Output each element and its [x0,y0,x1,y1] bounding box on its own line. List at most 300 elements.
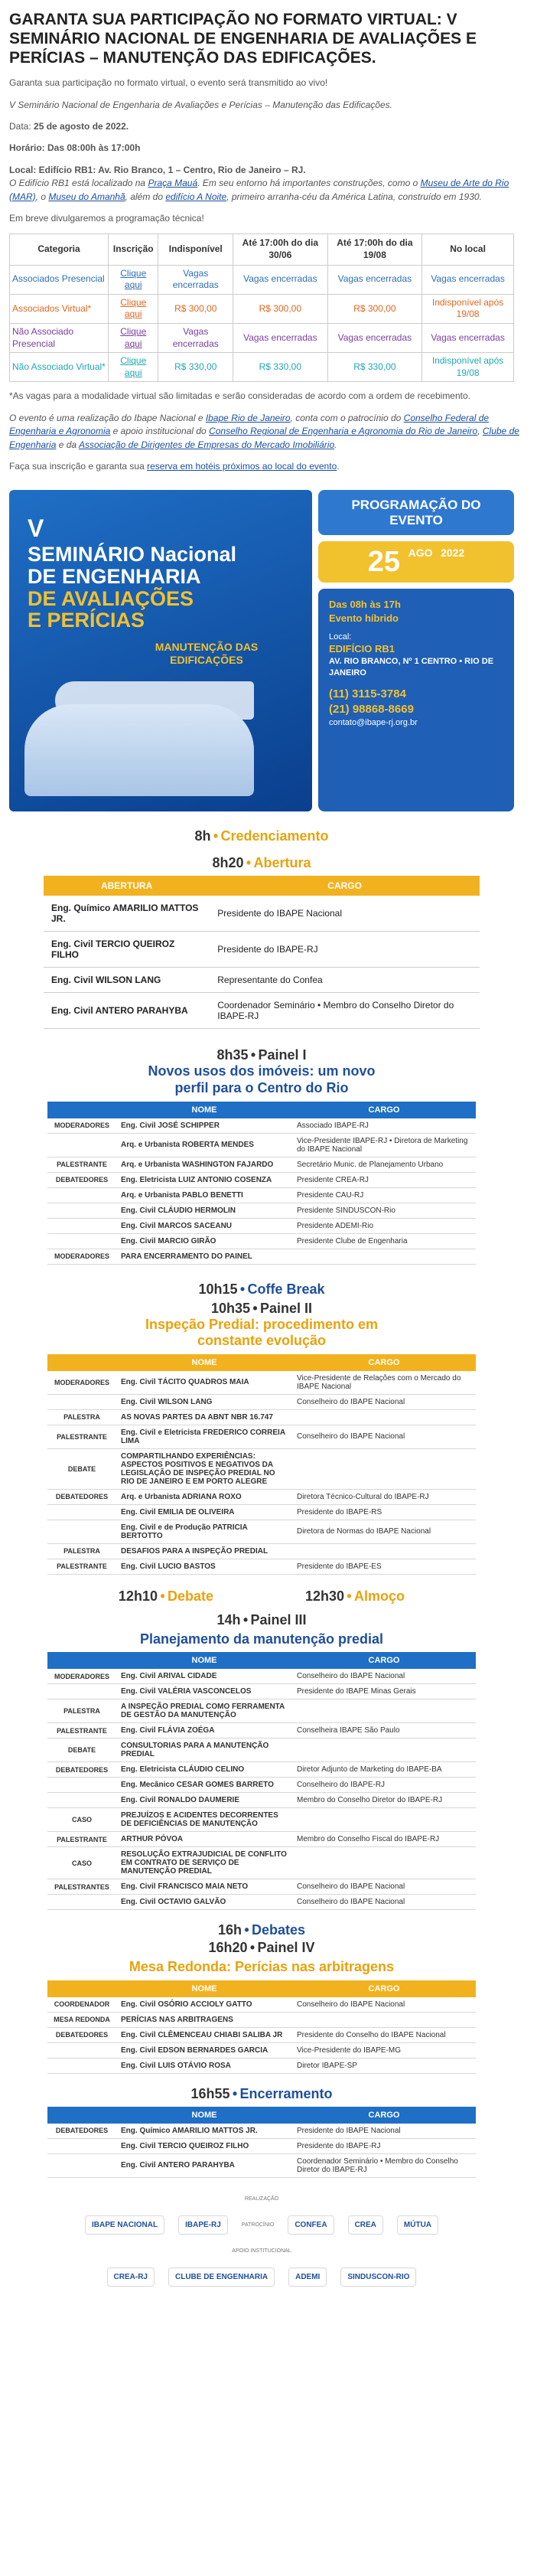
price-cell: Vagas encerradas [327,265,422,294]
program-role: PALESTRA [47,1543,116,1559]
program-role [47,1793,116,1808]
realizacao-text [9,412,528,452]
speaker-name: Eng. Civil EDSON BERNARDES GARCIA [116,2042,292,2058]
program-row [47,2138,476,2153]
col-header: ABERTURA [44,876,210,896]
col-header: Indisponível [158,234,233,265]
speaker-role: Conselheiro do IBAPE-RJ [292,1778,476,1793]
speaker-role: Presidente CAU-RJ [292,1187,476,1203]
speaker-role: Presidente do IBAPE Nacional [210,896,480,932]
session-time: 8h35 [216,1047,249,1063]
col-header: CARGO [292,2107,476,2124]
program-header-row [47,1354,476,1371]
poster-title [28,544,294,631]
session-time: 16h55 [190,2085,230,2101]
category-cell: Não Associado Virtual* [10,353,109,382]
program-role [47,1218,116,1233]
speaker-name: DESAFIOS PARA A INSPEÇÃO PREDIAL [116,1543,292,1559]
encerramento-table [47,2107,476,2178]
price-cell: Indisponível após 19/08 [422,353,514,382]
abertura-row [44,896,480,932]
realizacao-part: , [477,426,483,437]
speaker-role: Conselheiro do IBAPE Nacional [292,1394,476,1409]
date-value: 25 de agosto de 2022. [34,121,129,132]
program-row [47,1448,476,1489]
program-row [47,1425,476,1448]
program-role [47,2042,116,2058]
speaker-role: Vice-Presidente de Relações com o Mercado do IBAPE Nacional [292,1371,476,1395]
crea-link[interactable]: Conselho Regional de Engenharia e Agronomia do Rio de Janeiro [209,426,478,437]
session-painel-1: 8h35 • Painel I [216,1047,307,1063]
program-role: MODERADORES [47,1371,116,1395]
poster-local-label: Local: [329,632,352,642]
col-header: NOME [116,1354,292,1371]
program-header-row [47,2107,476,2124]
speaker-role: Conselheiro do IBAPE Nacional [292,1879,476,1895]
poster-title-line: DE AVALIAÇÕES [28,586,194,610]
speaker-name: Eng. Mecânico CESAR GOMES BARRETO [116,1778,292,1793]
program-role: MODERADORES [47,1249,116,1264]
session-painel-4: 16h20 • Painel IV [208,1940,315,1956]
museu-amanha-link[interactable]: Museu do Amanhã [48,191,125,202]
program-row [47,1233,476,1249]
poster-phone: (21) 98868-8669 [329,702,414,716]
program-role [47,1133,116,1157]
program-role [47,2058,116,2073]
program-role [47,1187,116,1203]
speaker-name: ARTHUR PÓVOA [116,1832,292,1847]
program-row [47,1762,476,1778]
speaker-role [292,1409,476,1425]
speaker-role: Presidente CREA-RJ [292,1172,476,1187]
event-name: V Seminário Nacional de Engenharia de Avaliações e Perícias – Manutenção das Edificações. [9,99,392,110]
event-date-badge [318,541,514,583]
poster-address: AV. RIO BRANCO, Nº 1 CENTRO • RIO DE JANEIRO [329,656,494,677]
session-coffee: 10h15 • Coffe Break [198,1281,325,1297]
edition-number: V [28,514,44,543]
program-row [47,1997,476,2013]
speaker-role: Secretário Munic. de Planejamento Urbano [292,1157,476,1172]
session-time: 12h30 [305,1588,345,1604]
program-role [47,1203,116,1218]
program-row [47,1172,476,1187]
col-header: NOME [116,1652,292,1669]
session-time: 10h35 [210,1300,250,1316]
building-illustration-icon [24,704,254,796]
speaker-role [292,1249,476,1264]
register-link[interactable]: Clique aqui [120,325,147,349]
local-desc-text: . Em seu entorno há importantes construções, como o [197,178,421,189]
cta-text [9,460,528,473]
pricing-row [10,323,514,352]
speaker-name: Eng. Civil FLÁVIA ZOÉGA [116,1723,292,1739]
program-row [47,1879,476,1895]
session-time: 16h [217,1922,242,1938]
speaker-name: Eng. Civil LUCIO BASTOS [116,1559,292,1574]
program-role [47,1520,116,1543]
program-role: MODERADORES [47,1669,116,1684]
session-name: Painel I [258,1047,307,1063]
cta-part: . [337,460,340,472]
speaker-name: PARA ENCERRAMENTO DO PAINEL [116,1249,292,1264]
col-header: Inscrição [109,234,158,265]
speaker-name: Arq. e Urbanista PABLO BENETTI [116,1187,292,1203]
session-time: 8h [194,828,211,844]
speaker-role: Representante do Confea [210,968,480,993]
speaker-name: Eng. Civil WILSON LANG [116,1394,292,1409]
program-row [47,1699,476,1723]
program-role [47,1504,116,1520]
session-encerramento: 16h55 • Encerramento [190,2085,333,2101]
program-role [47,1684,116,1699]
program-row [47,1723,476,1739]
price-cell: Vagas encerradas [233,323,328,352]
program-row [47,1394,476,1409]
clube-engenharia-logo: CLUBE DE ENGENHARIA [168,2267,275,2287]
painel-3-table [47,1652,476,1910]
register-link[interactable]: Clique aqui [120,355,147,378]
painel-3-title: Planejamento da manutenção predial [139,1631,384,1647]
pricing-table [9,233,514,382]
speaker-role [292,1699,476,1723]
program-role [47,1895,116,1910]
program-role: DEBATEDORES [47,2124,116,2139]
speaker-name: Eng. Civil RONALDO DAUMERIE [116,1793,292,1808]
praca-maua-link[interactable]: Praça Mauá [148,178,198,189]
price-cell: Vagas encerradas [233,265,328,294]
col-header: NOME [116,1102,292,1118]
speaker-role: Conselheiro do IBAPE Nacional [292,1425,476,1448]
session-name: Credenciamento [220,828,329,844]
speaker-role: Membro do Conselho Fiscal do IBAPE-RJ [292,1832,476,1847]
session-time: 12h10 [118,1588,158,1604]
session-abertura: 8h20 • Abertura [212,855,311,871]
program-row [47,1187,476,1203]
col-header: Até 17:00h do dia 30/06 [233,234,328,265]
speaker-role: Conselheira IBAPE São Paulo [292,1723,476,1739]
speaker-role [292,1847,476,1879]
event-poster [9,490,514,2287]
session-name: Coffe Break [247,1281,325,1297]
speaker-name: Eng. Civil LUIS OTÁVIO ROSA [116,2058,292,2073]
program-role: PALESTRANTE [47,1559,116,1574]
poster-email: contato@ibape-rj.org.br [329,718,418,728]
session-time: 10h15 [198,1281,238,1297]
poster-phone: (11) 3115-3784 [329,687,406,700]
event-time: Horário: Das 08:00h às 17:00h [9,142,141,154]
program-row [47,1684,476,1699]
ademi-link[interactable]: Associação de Dirigentes de Empresas do Mercado Imobiliário [78,439,335,450]
speaker-role: Presidente do Conselho do IBAPE Nacional [292,2027,476,2042]
speaker-role: Presidente do IBAPE-RJ [210,932,480,968]
price-cell: Indisponível após 19/08 [422,294,514,323]
virtual-note: *As vagas para a modalidade virtual são limitadas e serão consideradas de acordo com a ordem de recebimento. [9,390,470,402]
cta-part: Faça sua inscrição e garanta sua [9,460,148,472]
program-row [47,2124,476,2139]
program-row [47,1808,476,1832]
pricing-row [10,294,514,323]
program-row [47,1739,476,1762]
program-role: PALESTRANTE [47,1425,116,1448]
coming-soon-text: Em breve divulgaremos a programação técnica! [9,213,204,224]
speaker-role: Coordenador Seminário • Membro do Conselho Diretor do IBAPE-RJ [210,993,480,1029]
session-name: Abertura [253,855,311,871]
speaker-name: A INSPEÇÃO PREDIAL COMO FERRAMENTA DE GESTÃO DA MANUTENÇÃO [116,1699,292,1723]
painel-2-title: Inspeção Predial: procedimento em constante evolução [145,1316,379,1349]
program-row [47,2058,476,2073]
ibape-rj-logo: IBAPE-RJ [178,2215,228,2235]
program-role: MODERADORES [47,1118,116,1134]
session-time: 8h20 [212,855,244,871]
register-link[interactable]: Clique aqui [120,296,147,320]
program-row [47,1543,476,1559]
speaker-name: Arq. e Urbanista WASHINGTON FAJARDO [116,1157,292,1172]
price-cell: Vagas encerradas [422,265,514,294]
mutua-logo: MÚTUA [397,2215,438,2235]
program-row [47,1371,476,1395]
col-header: NOME [116,1980,292,1997]
program-header-row [47,1652,476,1669]
intro-text: Garanta sua participação no formato virtual, o evento será transmitido ao vivo! [9,77,328,89]
logos-caption: REALIZAÇÃO [244,2196,279,2202]
price-cell: R$ 330,00 [158,353,233,382]
session-time: 14h [216,1611,241,1628]
program-header-row [47,1980,476,1997]
speaker-role [292,1808,476,1832]
date-month: AGO [408,547,433,560]
painel-1-title: Novos usos dos imóveis: um novo perfil para o Centro do Rio [148,1063,376,1095]
event-info-box [318,589,514,811]
program-row [47,1832,476,1847]
program-row [47,1218,476,1233]
speaker-name: Eng. Civil TERCIO QUEIROZ FILHO [116,2138,292,2153]
speaker-role: Associado IBAPE-RJ [292,1118,476,1134]
museu-arte-link[interactable]: Museu de Arte do Rio (MAR) [9,178,509,202]
speaker-name: CONSULTORIAS PARA A MANUTENÇÃO PREDIAL [116,1739,292,1762]
sinduscon-logo: SINDUSCON-RIO [340,2267,416,2287]
program-role: PALESTRA [47,1409,116,1425]
program-role: PALESTRANTE [47,1832,116,1847]
session-name: Encerramento [239,2085,333,2101]
program-row [47,2012,476,2027]
speaker-name: Eng. Civil WILSON LANG [44,968,210,993]
pricing-header-row [10,234,514,265]
speaker-role: Presidente do IBAPE Nacional [292,2124,476,2139]
date-day: 25 [367,546,401,579]
speaker-name: Eng. Civil CLÊMENCEAU CHIABI SALIBA JR [116,2027,292,2042]
poster-format: Evento híbrido [329,612,399,624]
speaker-role: Presidente do IBAPE Minas Gerais [292,1684,476,1699]
price-cell: Vagas encerradas [422,323,514,352]
clube-link[interactable]: Clube de Engenharia [9,426,519,450]
realizacao-part: . [334,439,337,450]
speaker-name: Eng. Civil EMILIA DE OLIVEIRA [116,1504,292,1520]
speaker-name: Eng. Civil ARIVAL CIDADE [116,1669,292,1684]
program-role: MESA REDONDA [47,2012,116,2027]
speaker-role [292,1739,476,1762]
painel-2-table [47,1354,476,1575]
speaker-name: Eng. Civil FRANCISCO MAIA NETO [116,1879,292,1895]
program-row [47,1133,476,1157]
program-role: DEBATE [47,1448,116,1489]
speaker-name: Eng. Civil e de Produção PATRICIA BERTOTTO [116,1520,292,1543]
speaker-name: Eng. Civil JOSÉ SCHIPPER [116,1118,292,1134]
program-role [47,1394,116,1409]
program-row [47,1520,476,1543]
hotel-reservation-link[interactable]: reserva em hotéis próximos ao local do evento [147,460,337,472]
program-row [47,1847,476,1879]
logos-caption: APOIO INSTITUCIONAL [232,2248,291,2254]
col-header: CARGO [292,1980,476,1997]
logos-caption: PATROCÍNIO [241,2222,275,2228]
local-desc-text: , o [35,191,49,202]
col-header: CARGO [292,1354,476,1371]
program-row [47,1157,476,1172]
event-local: Local: Edifício RB1: Av. Rio Branco, 1 – Centro, Rio de Janeiro – RJ. [9,164,306,175]
price-cell: Vagas encerradas [327,323,422,352]
pricing-row [10,353,514,382]
program-role: DEBATEDORES [47,1762,116,1778]
abertura-table [44,876,480,1029]
painel-4-title: Mesa Redonda: Perícias nas arbitragens [129,1959,395,1975]
speaker-name: Eng. Civil TÁCITO QUADROS MAIA [116,1371,292,1395]
program-row [47,1895,476,1910]
session-name: Almoço [354,1588,405,1604]
program-role [47,2153,116,2177]
speaker-role: Presidente do IBAPE-RJ [292,2138,476,2153]
program-role: DEBATEDORES [47,1489,116,1504]
program-header-row [47,1102,476,1118]
local-desc-text: , primeiro arranha-céu da América Latina, construído em 1930. [226,191,482,202]
speaker-role: Conselheiro do IBAPE Nacional [292,1997,476,2013]
speaker-name: Arq. e Urbanista ROBERTA MENDES [116,1133,292,1157]
program-role: DEBATE [47,1739,116,1762]
speaker-name: Eng. Civil TERCIO QUEIROZ FILHO [44,932,210,968]
program-row [47,1793,476,1808]
program-row [47,1559,476,1574]
register-link[interactable]: Clique aqui [120,267,147,291]
confea-logo: CONFEA [288,2215,334,2235]
program-row [47,2042,476,2058]
speaker-name: Eng. Civil CLÁUDIO HERMOLIN [116,1203,292,1218]
speaker-name: Eng. Civil MARCIO GIRÃO [116,1233,292,1249]
program-row [47,1504,476,1520]
speaker-role: Conselheiro do IBAPE Nacional [292,1669,476,1684]
program-role: CASO [47,1808,116,1832]
local-desc-text: , além do [125,191,166,202]
program-role: DEBATEDORES [47,2027,116,2042]
local-description [9,177,528,204]
speaker-role: Diretor IBAPE-SP [292,2058,476,2073]
edificio-noite-link[interactable]: edifício A Noite [165,191,227,202]
price-cell: R$ 300,00 [233,294,328,323]
program-row [47,1118,476,1134]
price-cell: Vagas encerradas [158,323,233,352]
speaker-name: Eng. Civil OCTAVIO GALVÃO [116,1895,292,1910]
session-time: 16h20 [208,1940,248,1956]
speaker-role: Presidente Clube de Engenharia [292,1233,476,1249]
speaker-name: COMPARTILHANDO EXPERIÊNCIAS: ASPECTOS POSITIVOS E NEGATIVOS DA LEGISLAÇÃO DE INSPEÇÃO PREDIAL NO RIO DE JANEIRO E EM PORTO ALEGRE [116,1448,292,1489]
session-debates: 16h • Debates [217,1922,306,1938]
session-name: Debates [252,1922,306,1938]
speaker-name: Eng. Civil e Eletricista FREDERICO CORREIA LIMA [116,1425,292,1448]
speaker-name: PERÍCIAS NAS ARBITRAGENS [116,2012,292,2027]
speaker-role: Presidente do IBAPE-RS [292,1504,476,1520]
confea-link[interactable]: Conselho Federal de Engenharia e Agronomia [9,412,490,437]
abertura-row [44,968,480,993]
program-row [47,1203,476,1218]
speaker-name: Eng. Eletricista LUIZ ANTONIO COSENZA [116,1172,292,1187]
price-cell: R$ 330,00 [327,353,422,382]
speaker-role: Membro do Conselho Diretor do IBAPE-RJ [292,1793,476,1808]
program-role: PALESTRA [47,1699,116,1723]
program-role: CASO [47,1847,116,1879]
session-name: Painel IV [257,1940,315,1956]
speaker-name: AS NOVAS PARTES DA ABNT NBR 16.747 [116,1409,292,1425]
program-role: PALESTRANTE [47,1157,116,1172]
program-row [47,2027,476,2042]
ibape-rj-link[interactable]: Ibape Rio de Janeiro [205,412,291,423]
page-title: GARANTA SUA PARTICIPAÇÃO NO FORMATO VIRTUAL: V SEMINÁRIO NACIONAL DE ENGENHARIA DE AVALIAÇÕES E PERÍCIAS – MANUTENÇÃO DAS EDIFICAÇÕES. [9,11,477,67]
program-role: PALESTRANTE [47,1723,116,1739]
session-painel-2: 10h35 • Painel II [210,1300,313,1316]
abertura-row [44,993,480,1029]
poster-info-column [318,490,514,811]
session-name: Debate [167,1588,213,1604]
date-label: Data: [9,121,31,132]
program-row [47,2153,476,2177]
realizacao-part: e apoio institucional do [110,426,210,437]
col-header: Categoria [10,234,109,265]
realizacao-part: , conta com o patrocínio do [290,412,404,423]
col-header: Até 17:00h do dia 19/08 [327,234,422,265]
col-header: NOME [116,2107,292,2124]
speaker-name: Eng. Químico AMARILIO MATTOS JR. [44,896,210,932]
speaker-role: Diretora de Normas do IBAPE Nacional [292,1520,476,1543]
program-role [47,1778,116,1793]
category-cell: Associados Presencial [10,265,109,294]
poster-subtitle: MANUTENÇÃO DAS EDIFICAÇÕES [155,640,259,666]
program-label: PROGRAMAÇÃO DO EVENTO [318,490,514,535]
poster-building: EDIFÍCIO RB1 [329,643,395,655]
speaker-name: PREJUÍZOS E ACIDENTES DECORRENTES DE DEFICIÊNCIAS DE MANUTENÇÃO [116,1808,292,1832]
speaker-name: Eng. Civil MARCOS SACEANU [116,1218,292,1233]
speaker-role [292,2012,476,2027]
price-cell: R$ 330,00 [233,353,328,382]
program-role: DEBATEDORES [47,1172,116,1187]
program-role: COORDENADOR [47,1997,116,2013]
realizacao-part: e da [56,439,79,450]
session-name: Painel II [260,1300,313,1316]
price-cell: R$ 300,00 [327,294,422,323]
sponsor-logos [47,2196,476,2287]
col-header: CARGO [292,1102,476,1118]
col-header: CARGO [292,1652,476,1669]
speaker-role: Presidente ADEMI-Rio [292,1218,476,1233]
speaker-name: Eng. Químico AMARILIO MATTOS JR. [116,2124,292,2139]
price-cell: Vagas encerradas [158,265,233,294]
realizacao-part: O evento é uma realização do Ibape Nacional e [9,412,206,423]
program-row [47,1409,476,1425]
poster-title-line: SEMINÁRIO Nacional [28,543,237,566]
crea-rj-logo: CREA-RJ [107,2267,155,2287]
speaker-role: Presidente do IBAPE-ES [292,1559,476,1574]
poster-title-line: DE ENGENHARIA [28,564,201,588]
speaker-name: Arq. e Urbanista ADRIANA ROXO [116,1489,292,1504]
ademi-logo: ADEMI [288,2267,327,2287]
poster-title-panel [9,490,312,811]
category-cell: Associados Virtual* [10,294,109,323]
